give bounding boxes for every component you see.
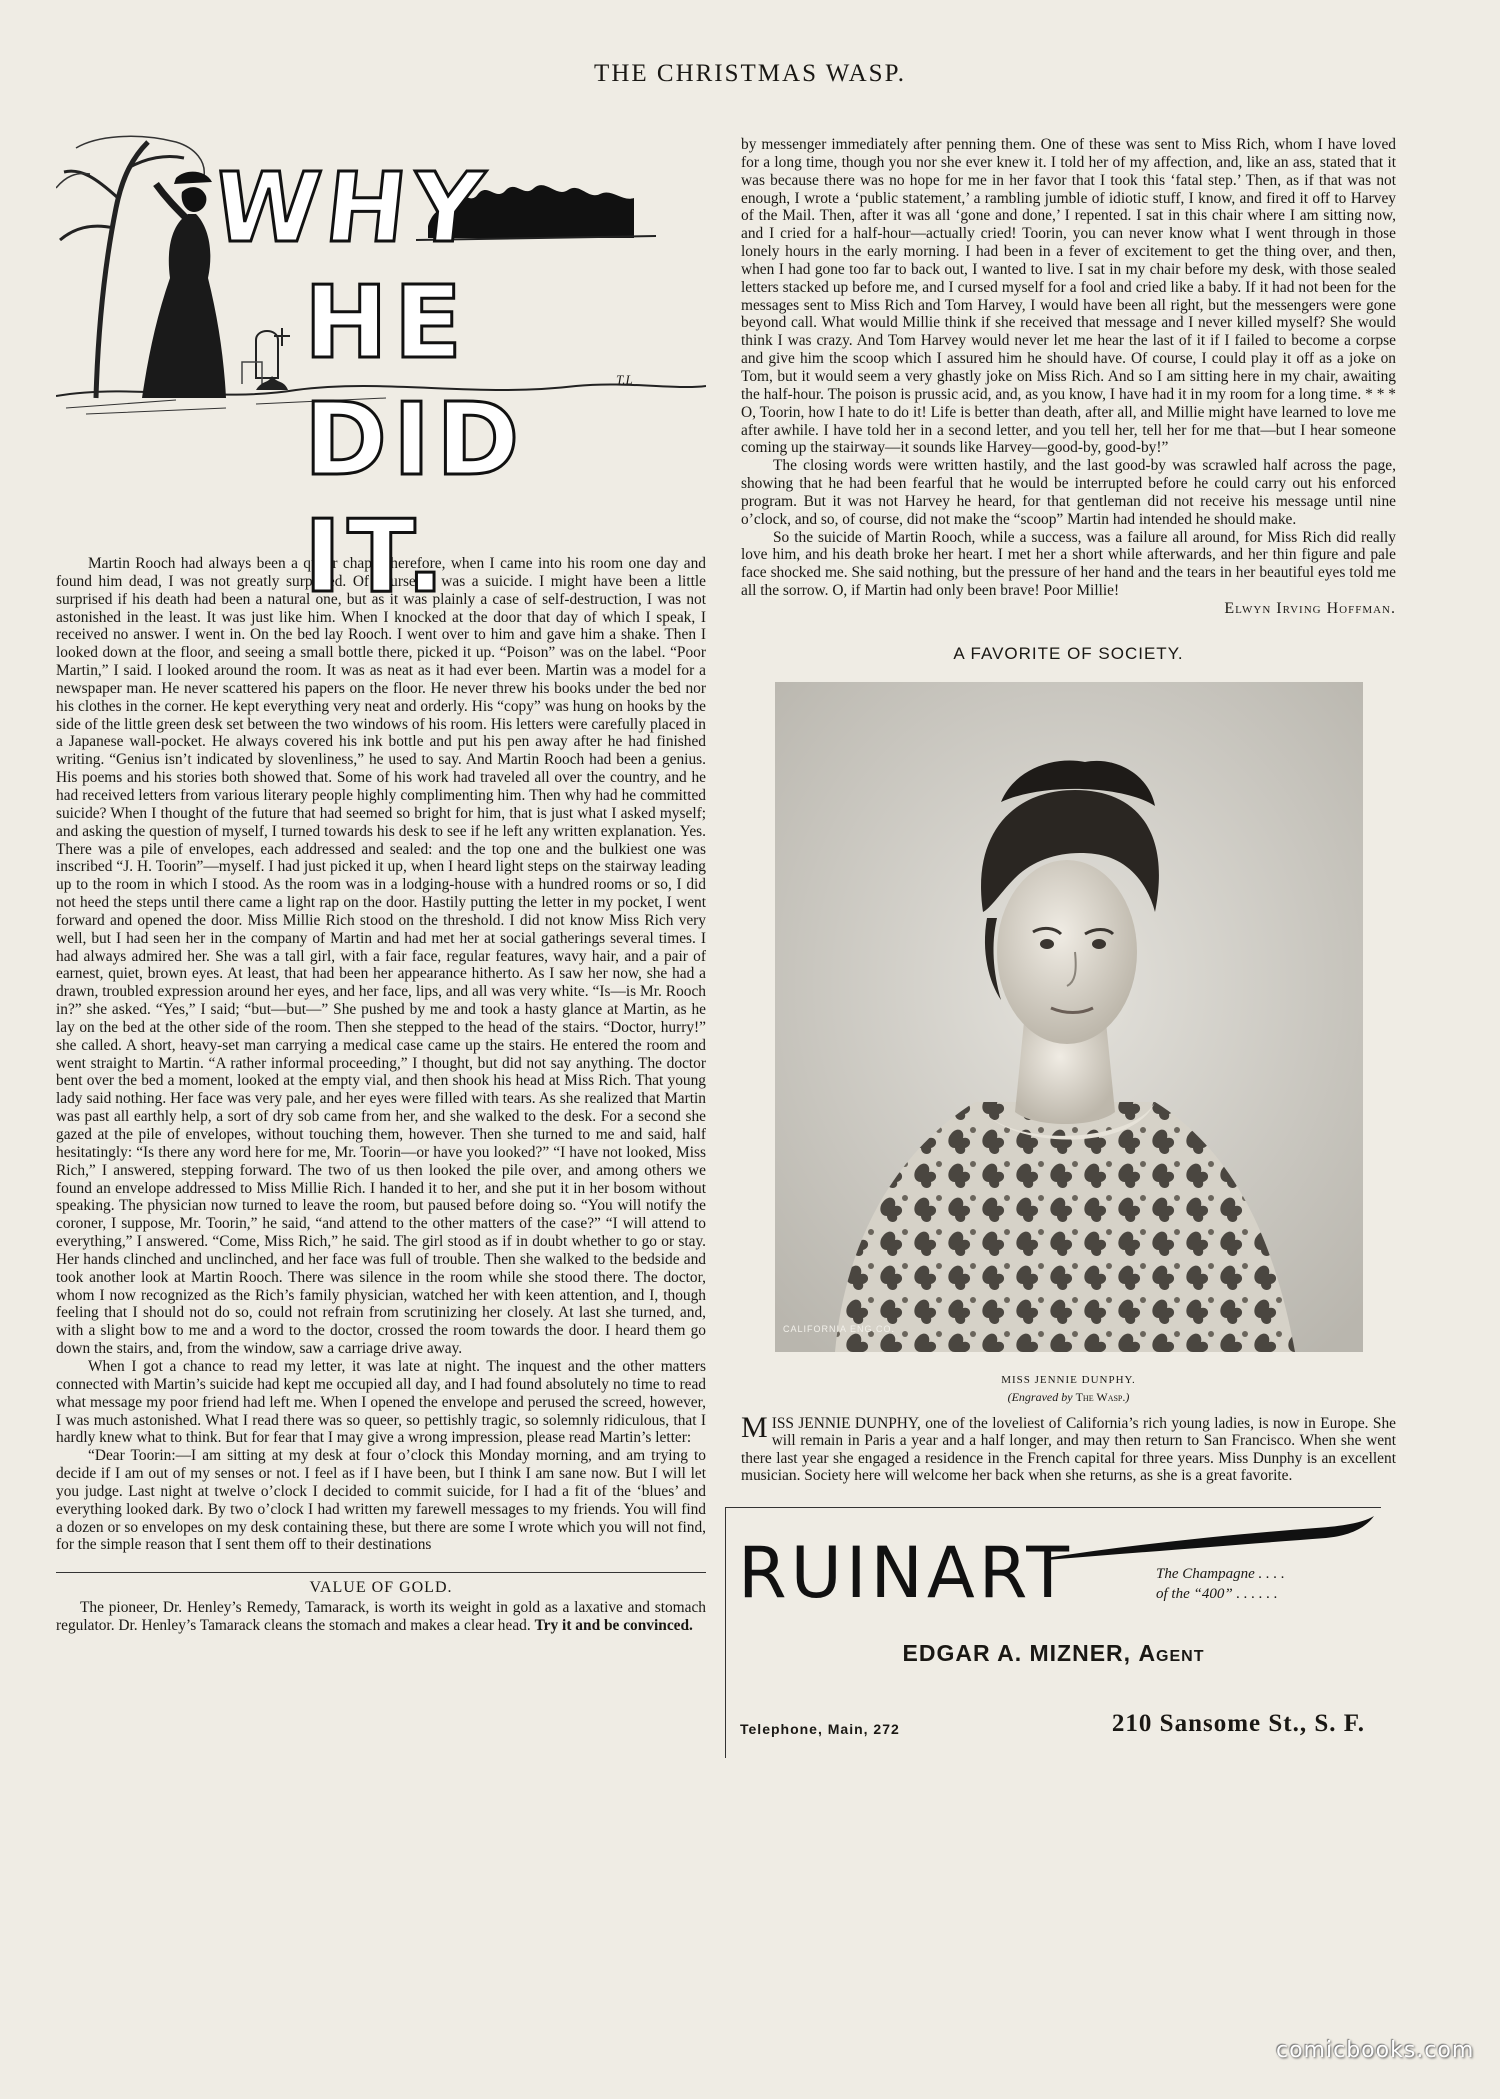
story-paragraph: Martin Rooch had always been a queer chap. Therefore, when I came into his room one day and found him dead, I was not greatly surprised. Of course, it was a suicide. I might have been a little surprised if his death had been a natural one, but as it was plainly a case of self-destruction, I was not astonished in the least. It was just like him. When I knocked at the door that day of which I speak, I received no answer. I went in. On the bed lay Rooch. I went over to him and gave him a shake. Then I looked down at the floor, and seeing a small bottle there, picked it up. “Poison” was on the label. “Poor Martin,” I said. I looked around the room. It was as neat as it had ever been. Martin was a model for a newspaper man. He never scattered his papers on the floor. He never threw his books under the bed nor his clothes in the corner. He kept everything very neat and orderly. His “copy” was hung on hooks by the side of the little green desk set between the two windows of his room. His letters were carefully placed in a Japanese wall-pocket. He always covered his ink bottle and put his pen away after he had finished writing. “Genius isn’t indicated by slovenliness,” he used to say. And Martin Rooch had been a genius. His poems and his stories both showed that. Some of his work had traveled all over the country, and he had received letters from various literary people highly complimenting him. Then why had he committed suicide? When I thought of the future that had seemed so bright for him, that is just what I asked myself; and asking the question of myself, I turned towards his desk to see if he left any written explanation. Yes. There was a pile of envelopes, each addressed and sealed: and the top one and the bulkiest one was inscribed “J. H. Toorin”—myself. I had just picked it up, when I heard light steps on the stairway leading up to the room in which I stood. As the room was in a lodging-house with a hundred rooms or so, I did not heed the steps until there came a light rap on the door. Hastily putting the letter in my pocket, I went forward and opened the door. Miss Millie Rich stood on the threshold. I did not know Miss Rich very well, but I had seen her in the company of Martin and had met her at social gatherings several times. I had always admired her. She was a tall girl, with a fair face, regular features, wavy hair, and a pair of earnest, quiet, brown eyes. At least, that had been her appearance hitherto. As I saw her now, she had a drawn, troubled expression around her eyes, and her face, lips, and all was very white. “Is—is Mr. Rooch in?” she asked. “Yes,” I said; “but—but—” She pushed by me and took a hasty glance at Martin, as he lay on the bed at the other side of the room. Then she stepped to the head of the stairs. “Doctor, hurry!” she called. A short, heavy-set man carrying a medical case came up the stairs. He entered the room and went straight to Martin. “A rather informal proceeding,” I thought, but did not say anything. The doctor bent over the bed a moment, looked at the empty vial, and then shook his head at Miss Rich. That young lady said nothing. Her face was very pale, and her eyes were filled with tears. As she realized that Martin was past all earthly help, a sort of dry sob came from her, and she walked to the desk. For a second she gazed at the pile of envelopes, without touching them, however. Then she turned to me and said, half hesitatingly: “Is there any word here for me, Mr. Toorin—or have you looked?” “I have not looked, Miss Rich,” I answered, stepping forward. The two of us then looked the pile over, and among others we found an envelope addressed to Miss Millie Rich. I handed it to her, and she put it in her bosom without speaking. The physician now turned to leave the room, but paused before doing so. “You will notify the coroner, I suppose, Mr. Toorin,” he said, “and attend to the other matters of the case?” “I will attend to everything,” I answered. “Come, Miss Rich,” he said. The girl stood as if in doubt whether to go or stay. Her hands clinched and unclinched, and her face was full of trouble. Then she walked to the bedside and took another look at Martin Rooch. There was silence in the room while she stood there. The doctor, whom I now recognized as the Rich’s family physician, watched her with keen attention, and I, though feeling that I should not do so, could not refrain from scrutinizing her closely. At last she turned, and, with a slight bow to me and a word to the doctor, crossed the room towards the door. I heard them go down the stairs, and, from the window, saw a carriage drive away. — [56, 555, 706, 1358]
story-headline-illustration — [56, 128, 706, 615]
ad-tagline-line-2: of the “400” . . . . . . — [1156, 1585, 1278, 1602]
right-column — [738, 136, 1396, 1758]
credit-prefix: (Engraved by — [1007, 1389, 1073, 1404]
story-byline: Elwyn Irving Hoffman. — [1224, 599, 1396, 617]
woman-portrait-image — [775, 682, 1363, 1352]
site-watermark: comicbooks.com — [1276, 2038, 1475, 2063]
story-letter-continuation: by messenger immediately after penning them. One of these was sent to Miss Rich, whom I have loved for a long time, though you nor she ever knew it. I told her of my affection, and, like an ass, stated that it was because there was no hope for me in her favor that I took this ‘fatal step.’ Then, as if that was not enough, I wrote a ‘public statement,’ a rambling jumble of idiotic stuff, I know, and fired it off to Harvey of the Mail. Then, after it was all ‘gone and done,’ I repented. I sat in this chair where I am sitting now, and I cried for a half-hour—actually cried! Toorin, you can never know what I went through in those lonely hours in the early morning. I had been in a fever of excitement to get the thing over, and then, when I had gone too far to back out, I wanted to live. I sat in my chair before my desk, with those sealed letters stacked up before me, and I cursed myself for a fool and cried like a baby. If it had not been for the messages sent to Miss Rich and Tom Harvey, I would have been all right, but the messengers were gone beyond call. What would Millie think if she received that message and I never killed myself? She would think I was crazy. And Tom Harvey would never let me hear the last of it if I failed to become a corpse and give him the scoop which I assured him he should have. Of course, I could play it off as a joke on Tom, but it would seem a very ghastly joke on Miss Rich. And so I am sitting here in my chair, awaiting the half-hour. The poison is prussic acid, and, as you know, I have had it in my room for a long time. * * * O, Toorin, how I hate to do it! Life is better than death, after all, and Millie might have learned to love me after awhile. I have told her in a second letter, and you tell her, tell her for me that—but I hear someone coming up the stairway—it sounds like Harvey—good-by, good-by!” — [741, 136, 1396, 457]
story-paragraph: When I got a chance to read my letter, it was late at night. The inquest and the other matters connected with Martin’s suicide had kept me occupied all day, and I had found absolutely no time to read what message my poor friend had left me. When I opened the envelope and perused the screed, however, I was much astonished. What I read there was so queer, so pettishly tragic, so solemnly ridiculous, that I hardly knew what to think. But for fear that I may give a wrong impression, please read Martin’s letter: — [56, 1357, 706, 1447]
ad-brand: RUINART — [738, 1531, 1074, 1614]
credit-name: The Wasp. — [1075, 1389, 1126, 1404]
portrait-caption: MISS JENNIE DUNPHY. — [1001, 1373, 1136, 1386]
running-head: THE CHRISTMAS WASP. — [594, 60, 906, 87]
engraver-mark: CALIFORNIA ENG.CO. — [783, 1323, 896, 1334]
brand-swash-ornament — [1046, 1514, 1376, 1564]
section-title: A FAVORITE OF SOCIETY. — [953, 643, 1184, 663]
ad-telephone: Telephone, Main, 272 — [740, 1720, 900, 1737]
society-paragraph — [741, 1410, 1396, 1485]
notice-body: The pioneer, Dr. Henley’s Remedy, Tamarack, is worth its weight in gold as a laxative and stomach regulator. Dr. Henley’s Tamarack cleans the stomach and makes a clear head. — [56, 1599, 706, 1634]
notice-text — [56, 1599, 706, 1634]
story-paragraph: The closing words were written hastily, and the last good-by was scrawled half across the page, showing that he had been fearful that he would be interrupted before he could carry out his enforced program. But it was not Harvey he heard, for that gentleman did not receive his message until nine o’clock, and so, of course, did not make the “scoop” Martin had intended he should make. — [741, 457, 1396, 528]
ad-agent — [726, 1640, 1381, 1667]
left-column — [56, 128, 706, 1634]
agent-role: Agent — [1138, 1639, 1205, 1666]
society-text: ISS JENNIE DUNPHY, one of the loveliest of California’s rich young ladies, is now in Europe. She will remain in Paris a year and a half longer, and may then return to San Francisco. When she went there last year she engaged a residence in the French capital for three years. Miss Dunphy is an excellent musician. Society here will welcome her back when she returns, as she is a great favorite. — [741, 1414, 1396, 1485]
credit-suffix: ) — [1125, 1389, 1130, 1404]
portrait-photograph — [775, 682, 1363, 1352]
ad-address: 210 Sansome St., S. F. — [1111, 1709, 1365, 1737]
artist-signature: T.L — [616, 372, 633, 387]
story-title-line-1: WHY — [208, 152, 494, 264]
ad-tagline-line-1: The Champagne . . . . — [1156, 1565, 1285, 1582]
notice-closing: Try it and be convinced. — [534, 1616, 693, 1634]
ruinart-advertisement — [725, 1507, 1381, 1758]
agent-name: EDGAR A. MIZNER, — [902, 1639, 1132, 1666]
story-title-line-2: HE DID IT. — [304, 264, 526, 615]
notice-title: VALUE OF GOLD. — [56, 1572, 706, 1597]
story-letter-paragraph: “Dear Toorin:—I am sitting at my desk at four o’clock this Monday morning, and am trying to decide if I am out of my senses or not. I feel as if I have been, but I think I am sane now. But I will let you judge. Last night at twelve o’clock I decided to commit suicide, for I had a fit of the ‘blues’ and everything looked dark. By two o’clock I had written my farewell messages to my friends. You will find a dozen or so envelopes on my desk containing these, but there are some I wrote which you will not find, for the simple reason that I sent them off to their destinations — [56, 1447, 706, 1554]
ad-tagline — [1156, 1564, 1285, 1604]
engraving-credit — [741, 1390, 1396, 1405]
drop-cap: M — [741, 1410, 768, 1444]
story-paragraph: So the suicide of Martin Rooch, while a success, was a failure all around, for Miss Rich did really love him, and his death broke her heart. I met her a short while afterwards, and her thin figure and pale face shocked me. She said nothing, but the pressure of her hand and the tears in her beautiful eyes told me all the sorrow. O, if Martin had only been brave! Poor Millie! — [741, 528, 1396, 600]
